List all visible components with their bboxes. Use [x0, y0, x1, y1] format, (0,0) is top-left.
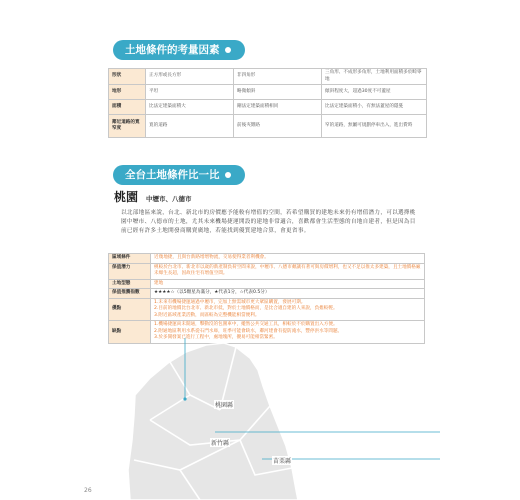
- row-value: [151, 298, 425, 321]
- taiwan-map: [0, 338, 520, 500]
- row-value: 建地: [151, 279, 425, 289]
- row-label: 缺點: [109, 321, 151, 344]
- region-subtitle: 中壢市、八德市: [146, 195, 192, 203]
- table-row: [109, 115, 427, 138]
- row-label: 面積: [109, 100, 146, 115]
- table-cell: 寬的道路: [146, 115, 234, 138]
- row-value: 桃較於台北市、新北市以歲的新產制負荷空間來說，中壢市、八德市頗讓有著可與房價增利，也又不足以推太多建築，且土地價格廠未爆生長超，因故住宅有增值空間。: [151, 263, 425, 279]
- row-value-line: 2.附通地區利用水系從石門水庫，旺季可能會缺水，鄰河建會有提防淹水，豐停洪水等問題。: [154, 328, 343, 334]
- table-row: [109, 263, 425, 279]
- map-label-hsinchu: 新竹縣: [211, 440, 230, 447]
- row-label: 形狀: [109, 69, 146, 85]
- table-cell: 窄的道路，無屬可規劃停車出入，進出費時: [322, 115, 427, 138]
- table-cell: 比法定建築面積大: [146, 100, 234, 115]
- table-row: [109, 254, 425, 264]
- dot-icon: [225, 47, 231, 53]
- row-value-line: 2.目前的地價比台北市、新北市低，對於土地價格而，是比合適自建的人來說，負擔較輕。: [154, 306, 338, 311]
- row-label: 地形: [109, 85, 146, 100]
- table-cell: 剛法定建築面積相同: [234, 100, 322, 115]
- row-label: 保值推薦指數: [109, 289, 151, 299]
- section1-title-text: 土地條件的考量因素: [125, 44, 220, 56]
- table-cell: 略微傾斜: [234, 85, 322, 100]
- table-row: [109, 85, 427, 100]
- table-row: [109, 100, 427, 115]
- row-value-line: 3.於多開發案已進行工程中，處地塊所，優易可能相當緊密。: [154, 335, 278, 340]
- section2-title-text: 全台土地條件比一比: [125, 169, 220, 181]
- section1-title: [113, 40, 245, 60]
- table-cell: 三角形、不成形多角形，土地利用面積多於畸零地: [322, 69, 427, 85]
- row-label: 優點: [109, 298, 151, 321]
- table-cell: 傾斜程度大，超過30度不可蓋屋: [322, 85, 427, 100]
- factor-table: [108, 68, 427, 138]
- table-cell: 正方形或長方形: [146, 69, 234, 85]
- table-row: [109, 69, 427, 85]
- row-value-line: 3.附近區域產業活動，而區較為完整機能相當便利。: [154, 312, 260, 318]
- table-cell: 平坦: [146, 85, 234, 100]
- row-label: 土地型態: [109, 279, 151, 289]
- row-label: 保值潛力: [109, 263, 151, 279]
- row-value: ★★★★☆（以5顆星為滿分，★代表1分，☆代表0.5分）: [151, 289, 425, 299]
- map-label-miaoli: 苗栗縣: [273, 458, 292, 465]
- row-value: 近幾地捷，且與台新路增增物流，交易使得業者利機會。: [151, 254, 425, 264]
- table-row: [109, 289, 425, 299]
- table-row: [109, 298, 425, 321]
- row-label: 區域條件: [109, 254, 151, 264]
- table-cell: 非四角形: [234, 69, 322, 85]
- region-name: 桃園: [114, 190, 139, 204]
- row-label: 鄰近道路的寬窄度: [109, 115, 146, 138]
- info-table: [108, 253, 425, 344]
- section2-title: [113, 165, 245, 185]
- page-number: 26: [84, 487, 92, 494]
- region-paragraph: 以北部地區來說，台北、新北市的房價應予能較有增值的空間，若希望購買的建地未來仍有增值潛力，可以選擇桃園中壢市、八德市的土地，尤其未來機場捷運開設的建地非常適合，喜歡都會生活型態的自地自建者，但是因為目前已經有許多土地開發商購賣廣地，若能找到優質建地合算，會更省事。: [121, 210, 416, 234]
- table-row: [109, 279, 425, 289]
- leader-dot: [183, 397, 186, 400]
- table-cell: 比法定建築面積小，有無法蓋屋的隱憂: [322, 100, 427, 115]
- dot-icon: [225, 172, 231, 178]
- table-cell: 前後夾雜路: [234, 115, 322, 138]
- row-value-line: 1.未來有機場捷運通過中壢市，完加上無需城市更大眾區購置，發展可期。: [154, 299, 306, 305]
- map-label-taoyuan: 桃園縣: [215, 402, 234, 409]
- row-value-line: 1.機場捷運尚未開通，擊動沒的包圍車中，縱然公共交通工具，相較於不於購置出入方便。: [154, 322, 338, 327]
